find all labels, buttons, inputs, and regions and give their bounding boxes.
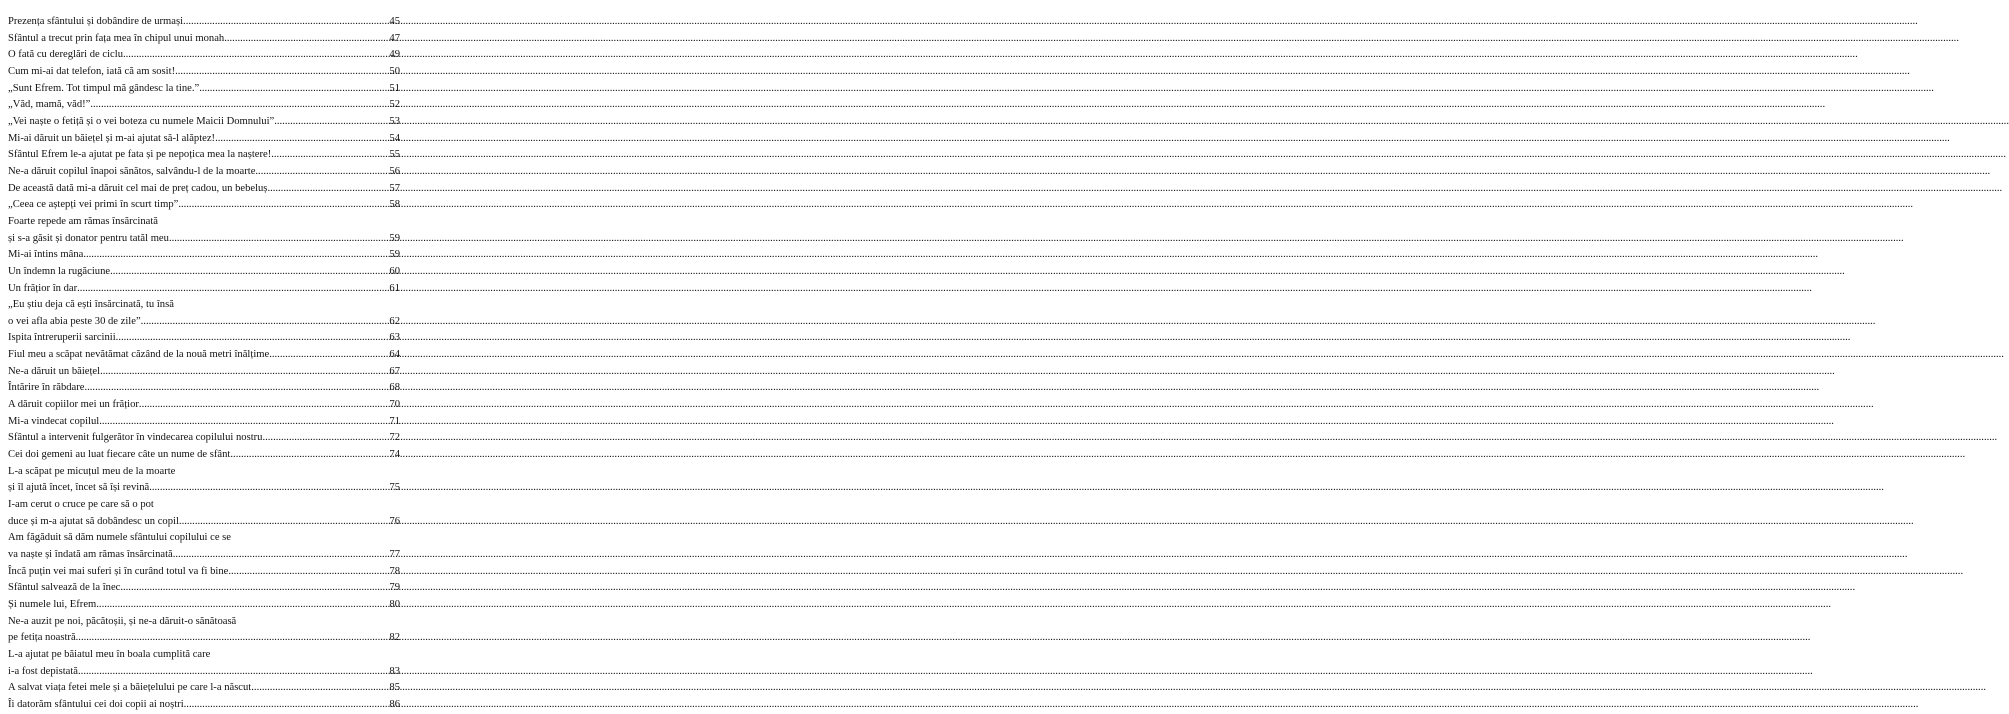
toc-page-number: 77: [389, 549, 400, 560]
toc-entry-title: „Văd, mamă, văd!”: [8, 99, 91, 111]
dot-leader: [76, 630, 389, 647]
toc-entry-title: Încă puțin vei mai suferi și în curând totul va fi bine: [8, 565, 229, 577]
toc-entry-last-line: [8, 547, 400, 564]
dot-leader: [183, 14, 388, 31]
toc-entry: [8, 164, 400, 181]
toc-entry: [8, 114, 400, 131]
toc-page-number: 53: [389, 115, 400, 127]
toc-page-number: 76: [389, 515, 400, 527]
toc-entry-last-line: [8, 181, 400, 198]
dot-leader: [179, 514, 388, 531]
toc-page-number: 61: [389, 282, 400, 294]
toc-page-number: 78: [389, 565, 400, 577]
toc-page-number: 82: [389, 632, 400, 644]
toc-entry: [8, 81, 400, 98]
dot-leader: [149, 480, 388, 497]
toc-entry: [8, 64, 400, 81]
toc-entry-last-line: [8, 564, 400, 581]
toc-entry-last-line: [8, 131, 400, 148]
toc-entry-title: I-am cerut o cruce pe care să o pot: [8, 499, 154, 511]
toc-entry-title: Întărire în răbdare: [8, 382, 85, 394]
dot-leader: [99, 414, 388, 431]
toc-entry: [8, 347, 400, 364]
toc-entry-title: duce și m-a ajutat să dobândesc un copil: [8, 515, 179, 527]
toc-entry-last-line: [8, 97, 400, 114]
toc-entry-title: L-a scăpat pe micuțul meu de la moarte: [8, 465, 176, 477]
toc-entry-title: și s-a găsit și donator pentru tatăl meu: [8, 232, 169, 244]
toc-page-number: 67: [389, 365, 400, 377]
toc-entry-last-line: [8, 397, 400, 414]
toc-entry: [8, 697, 400, 714]
dot-leader: [90, 97, 388, 114]
toc-entry: [8, 31, 400, 48]
toc-entry-title: „Ceea ce aștepți vei primi în scurt timp”: [8, 199, 179, 211]
toc-entry-last-line: [8, 314, 400, 331]
toc-entry-title: Sfântul a intervenit fulgerător în vindecarea copilului nostru: [8, 432, 263, 444]
toc-entry-line: [8, 297, 400, 314]
toc-entry-last-line: [8, 147, 400, 164]
dot-leader: [267, 181, 388, 198]
toc-page-number: 54: [389, 132, 400, 144]
dot-leader: [175, 64, 388, 81]
toc-entry-title: Foarte repede am rămas însărcinată: [8, 215, 159, 227]
toc-page-number: 85: [389, 682, 400, 694]
toc-entry-last-line: [8, 447, 400, 464]
toc-entry: [8, 297, 400, 330]
toc-page-number: 72: [389, 432, 400, 444]
toc-entry-last-line: [8, 664, 400, 681]
toc-page-number: 45: [389, 16, 400, 27]
toc-entry: [8, 281, 400, 298]
dot-leader: [274, 114, 388, 131]
toc-entry-line: [8, 647, 400, 664]
toc-entry-title: va naște și îndată am rămas însărcinată: [8, 549, 173, 560]
toc-entry-last-line: [8, 697, 400, 714]
toc-entry-last-line: [8, 480, 400, 497]
dot-leader: [84, 380, 388, 397]
dot-leader: [83, 247, 388, 264]
dot-leader: [141, 314, 389, 331]
toc-entry: [8, 447, 400, 464]
toc-page-number: 83: [389, 665, 400, 677]
toc-entry-last-line: [8, 380, 400, 397]
toc-entry-last-line: [8, 31, 400, 48]
toc-entry-title: „Eu știu deja că ești însărcinată, tu însă: [8, 299, 174, 311]
toc-entry-last-line: [8, 364, 400, 381]
toc-entry: [8, 14, 400, 31]
toc-page-number: 75: [389, 482, 400, 494]
toc-entry-last-line: [8, 197, 400, 214]
toc-page-number: 59: [389, 249, 400, 261]
toc-entry: [8, 614, 400, 647]
toc-entry-title: i-a fost depistată: [8, 665, 79, 677]
toc-page-number: 70: [389, 399, 400, 411]
dot-leader: [173, 547, 389, 564]
dot-leader: [184, 697, 389, 714]
toc-entry-last-line: [8, 580, 400, 597]
toc-entry-last-line: [8, 281, 400, 298]
toc-entry-line: [8, 530, 400, 547]
dot-leader: [269, 347, 388, 364]
toc-page-number: 86: [389, 698, 400, 710]
toc-entry: [8, 397, 400, 414]
toc-entry-title: O fată cu dereglări de ciclu: [8, 49, 123, 61]
toc-entry: [8, 181, 400, 198]
toc-entry-title: A salvat viața fetei mele și a băiețelului pe care l-a născut: [8, 682, 252, 694]
toc-page-number: 56: [389, 165, 400, 177]
dot-leader: [169, 231, 388, 248]
dot-leader: [178, 197, 388, 214]
dot-leader: [78, 664, 388, 681]
dot-leader: [271, 147, 388, 164]
toc-entry: [8, 564, 400, 581]
toc-page-number: 68: [389, 382, 400, 394]
toc-entry-title: Mi-a vindecat copilul: [8, 415, 100, 427]
toc-entry: [8, 131, 400, 148]
toc-page-number: 62: [389, 315, 400, 327]
toc-page-number: 49: [389, 49, 400, 61]
toc-entry-title: Ne-a dăruit copilul înapoi sănătos, salvându-l de la moarte: [8, 165, 256, 177]
toc-entry-title: pe fetița noastră: [8, 632, 76, 644]
toc-page-number: 80: [389, 598, 400, 610]
dot-leader: [251, 680, 388, 697]
toc-page-number: 55: [389, 149, 400, 161]
dot-leader: [116, 330, 389, 347]
toc-entry-last-line: [8, 430, 400, 447]
toc-entry: [8, 497, 400, 530]
toc-entry: [8, 214, 400, 247]
toc-entry-title: Un îndemn la rugăciune: [8, 265, 111, 277]
toc-entry-title: Un frățior în dar: [8, 282, 78, 294]
toc-entry-line: [8, 614, 400, 631]
toc-entry-last-line: [8, 264, 400, 281]
toc-entry-last-line: [8, 347, 400, 364]
toc-entry: [8, 414, 400, 431]
toc-entry: [8, 330, 400, 347]
toc-entry-last-line: [8, 14, 400, 31]
dot-leader: [77, 281, 388, 298]
toc-entry: [8, 580, 400, 597]
toc-entry-title: Îi datorăm sfântului cei doi copii ai noștri: [8, 698, 184, 710]
dot-leader: [199, 81, 388, 98]
toc-page-number: 59: [389, 232, 400, 244]
toc-entry-title: Mi-ai întins mâna: [8, 249, 84, 261]
toc-page-number: 79: [389, 582, 400, 594]
toc-entry: [8, 530, 400, 563]
toc-entry: [8, 464, 400, 497]
toc-page-number: 58: [389, 199, 400, 211]
toc-entry: [8, 197, 400, 214]
toc-page-number: 60: [389, 265, 400, 277]
toc-entry-title: L-a ajutat pe băiatul meu în boala cumplită care: [8, 648, 211, 660]
toc-entry-title: Sfântul a trecut prin fața mea în chipul unui monah: [8, 32, 225, 44]
toc-entry-title: Sfântul Efrem le-a ajutat pe fata și pe nepoțica mea la naștere!: [8, 149, 272, 161]
toc-entry-last-line: [8, 514, 400, 531]
dot-leader: [230, 447, 388, 464]
dot-leader: [224, 31, 388, 48]
toc-entry-last-line: [8, 114, 400, 131]
toc-entry: [8, 264, 400, 281]
toc-entry: [8, 247, 400, 264]
dot-leader: [228, 564, 388, 581]
toc-entry-last-line: [8, 231, 400, 248]
dot-leader: [100, 364, 388, 381]
dot-leader: [123, 47, 388, 64]
toc-page-number: 50: [389, 65, 400, 77]
toc-page-number: 63: [389, 332, 400, 344]
toc-entry-last-line: [8, 64, 400, 81]
toc-page-number: 47: [389, 32, 400, 44]
table-of-contents: [8, 14, 400, 714]
toc-entry-last-line: [8, 47, 400, 64]
toc-entry-title: Ne-a auzit pe noi, păcătoșii, și ne-a dăruit-o sănătoasă: [8, 615, 237, 627]
toc-entry-line: [8, 214, 400, 231]
toc-entry-title: Ispita întreruperii sarcinii: [8, 332, 116, 344]
toc-entry-title: Mi-ai dăruit un băiețel și m-ai ajutat să-l alăptez!: [8, 132, 216, 144]
toc-entry-title: Am făgăduit să dăm numele sfântului copilului ce se: [8, 532, 231, 544]
toc-entry: [8, 147, 400, 164]
toc-entry-last-line: [8, 81, 400, 98]
toc-entry: [8, 97, 400, 114]
toc-entry: [8, 680, 400, 697]
toc-entry-title: și îl ajută încet, încet să își revină: [8, 482, 150, 494]
toc-entry: [8, 47, 400, 64]
dot-leader: [215, 131, 388, 148]
dot-leader: [255, 164, 388, 181]
toc-page-number: 74: [389, 449, 400, 461]
toc-page-number: 71: [389, 415, 400, 427]
toc-page-number: 52: [389, 99, 400, 111]
toc-entry-last-line: [8, 680, 400, 697]
toc-entry-last-line: [8, 597, 400, 614]
toc-entry: [8, 430, 400, 447]
dot-leader: [139, 397, 388, 414]
toc-entry-last-line: [8, 247, 400, 264]
toc-page-number: 51: [389, 82, 400, 94]
toc-entry-title: Fiul meu a scăpat nevătămat căzând de la nouă metri înălțime: [8, 349, 270, 361]
dot-leader: [110, 264, 388, 281]
toc-entry-last-line: [8, 330, 400, 347]
toc-entry-title: „Sunt Efrem. Tot timpul mă gândesc la tine.”: [8, 82, 200, 94]
toc-entry-title: „Vei naște o fetiță și o vei boteza cu numele Maicii Domnului”: [8, 115, 275, 127]
toc-entry-title: Prezența sfântului și dobândire de urmași: [8, 16, 184, 27]
toc-entry: [8, 597, 400, 614]
toc-entry-title: A dăruit copiilor mei un frățior: [8, 399, 139, 411]
dot-leader: [120, 580, 388, 597]
toc-entry-line: [8, 497, 400, 514]
toc-entry: [8, 380, 400, 397]
toc-entry-title: De această dată mi-a dăruit cel mai de preț cadou, un bebeluș: [8, 182, 268, 194]
toc-entry: [8, 364, 400, 381]
toc-entry-last-line: [8, 164, 400, 181]
toc-page-number: 57: [389, 182, 400, 194]
dot-leader: [262, 430, 388, 447]
dot-leader: [96, 597, 388, 614]
toc-entry-line: [8, 464, 400, 481]
toc-entry-last-line: [8, 414, 400, 431]
toc-entry-title: Cei doi gemeni au luat fiecare câte un nume de sfânt: [8, 449, 231, 461]
toc-entry-title: Cum mi-ai dat telefon, iată că am sosit!: [8, 65, 176, 77]
toc-page-number: 64: [389, 349, 400, 361]
toc-entry-last-line: [8, 630, 400, 647]
toc-entry-title: o vei afla abia peste 30 de zile”: [8, 315, 141, 327]
toc-entry-title: Sfântul salvează de la înec: [8, 582, 121, 594]
toc-entry-title: Și numele lui, Efrem: [8, 598, 97, 610]
toc-entry: [8, 647, 400, 680]
toc-entry-title: Ne-a dăruit un băiețel: [8, 365, 101, 377]
